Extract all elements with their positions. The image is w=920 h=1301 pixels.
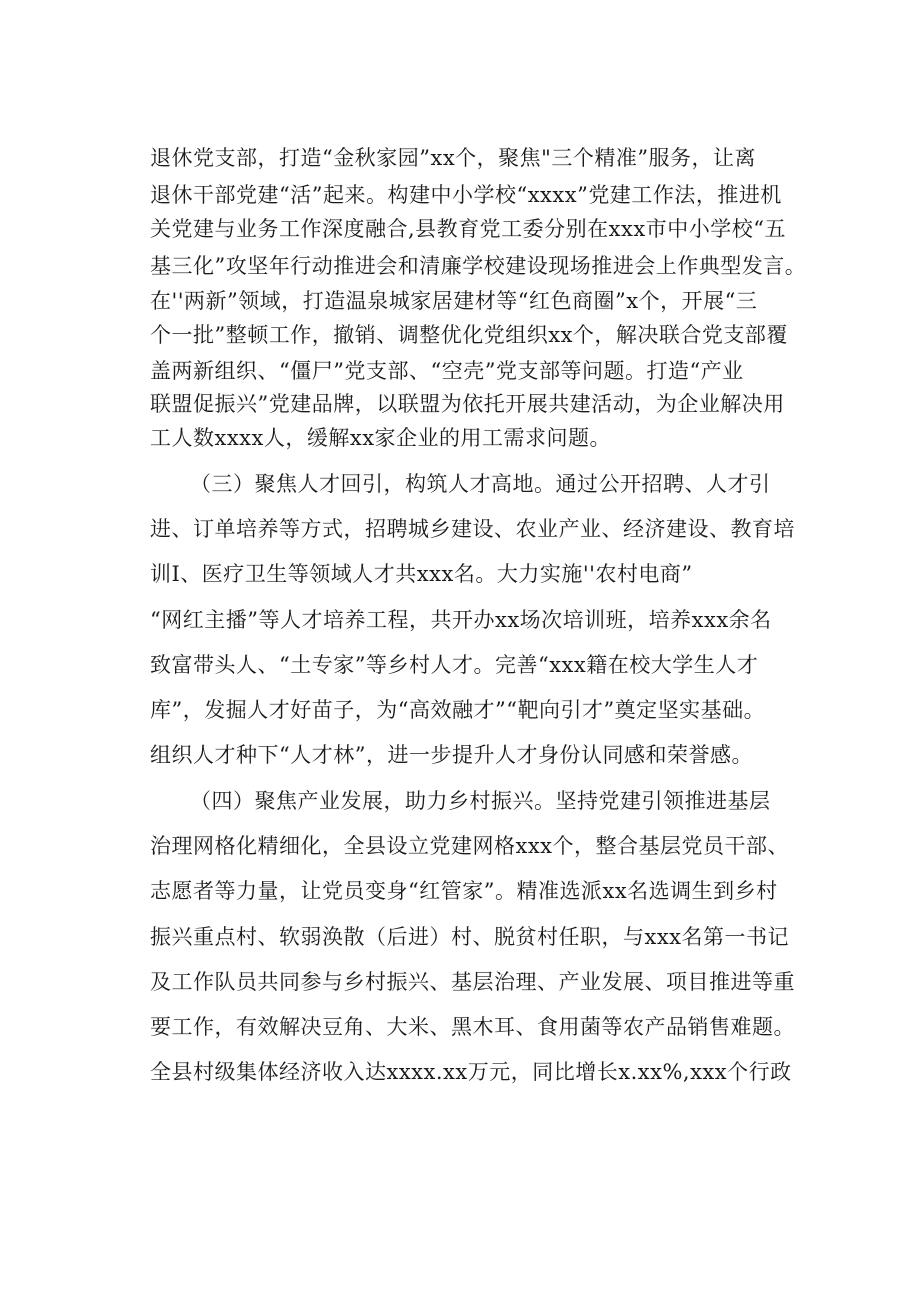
text-line: 工人数xxxx人，缓解xx家企业的用工需求问题。 [150, 426, 612, 450]
text-line: 振兴重点村、软弱涣散（后进）村、脱贫村任职，与xxx名第一书记 [150, 925, 790, 949]
text-line: 关党建与业务工作深度融合,县教育党工委分别在xxx市中小学校“五 [150, 217, 786, 241]
text-line: 要工作，有效解决豆角、大米、黑木耳、食用菌等农产品销售难题。 [150, 1015, 795, 1039]
text-line: 基三化”攻坚年行动推进会和清廉学校建设现场推进会上作典型发言。 [150, 254, 807, 278]
text-line: 盖两新组织、“僵尸”党支部、“空壳”党支部等问题。打造“产业 [150, 359, 744, 383]
text-line: 及工作队员共同参与乡村振兴、基层治理、产业发展、项目推进等重 [150, 970, 795, 994]
text-line: 治理网格化精细化，全县设立党建网格xxx个，整合基层党员干部、 [150, 834, 790, 858]
text-line: 联盟促振兴”党建品牌，以联盟为依托开展共建活动，为企业解决用 [150, 392, 785, 416]
text-line: 退休党支部，打造“金秋家园”xx个，聚焦"三个精准”服务，让离 [150, 146, 757, 170]
text-line: 进、订单培养等方式，招聘城乡建设、农业产业、经济建设、教育培 [150, 517, 795, 541]
text-line: 在''两新”领域，打造温泉城家居建材等“红色商圈”x个，开展“三 [150, 289, 758, 313]
text-line: 退休干部党建“活”起来。构建中小学校“xxxx”党建工作法，推进机 [150, 183, 782, 207]
text-line: 全县村级集体经济收入达xxxx.xx万元，同比增长x.xx%,xxx个行政 [150, 1060, 792, 1084]
text-line: 致富带头人、“土专家”等乡村人才。完善“xxx籍在校大学生人才 [150, 653, 759, 677]
section-heading-paragraph: （三）聚焦人才回引，构筑人才高地。通过公开招聘、人才引 [190, 472, 771, 496]
text-line: 志愿者等力量，让党员变身“红管家”。精准选派xx名选调生到乡村 [150, 879, 778, 903]
text-line: 组织人才种下“人才林”，进一步提升人才身份认同感和荣誉感。 [150, 743, 753, 767]
text-line: 库”，发掘人才好苗子，为“高效融才”“靶向引才”奠定坚实基础。 [150, 698, 766, 722]
section-heading-paragraph: （四）聚焦产业发展，助力乡村振兴。坚持党建引领推进基层 [190, 789, 771, 813]
text-line: “网红主播”等人才培养工程，共开办xx场次培训班，培养xxx余名 [150, 608, 772, 632]
text-line: 个一批”整顿工作，撤销、调整优化党组织xx个，解决联合党支部覆 [150, 323, 788, 347]
text-line: 训I、医疗卫生等领域人才共xxx名。大力实施''农村电商” [150, 562, 693, 586]
